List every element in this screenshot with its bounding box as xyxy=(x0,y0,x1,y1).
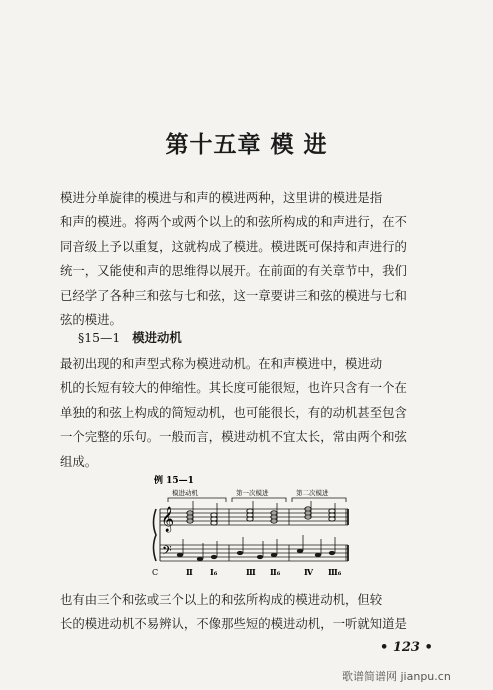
grand-staff-brace xyxy=(154,509,157,561)
music-example xyxy=(150,471,350,583)
sequence-1-bracket xyxy=(232,498,286,502)
music-score xyxy=(150,471,350,583)
motive-bracket xyxy=(168,498,226,502)
harmony-label: Ⅱ₆ xyxy=(270,567,281,577)
key-label: C xyxy=(152,568,159,577)
harmony-label: Ⅲ xyxy=(246,567,256,577)
note xyxy=(177,553,183,557)
note xyxy=(257,555,263,559)
note xyxy=(237,551,243,555)
treble-clef-icon: 𝄞 xyxy=(161,507,175,532)
motive-label: 模进动机 xyxy=(172,489,198,497)
note xyxy=(315,553,321,557)
text-line: 同音级上予以重复，这就构成了模进。模进既可保持和声进行的 xyxy=(60,238,407,254)
note xyxy=(271,553,277,557)
note xyxy=(329,551,335,555)
continuation-paragraph xyxy=(60,588,446,637)
bass-notes xyxy=(177,549,335,561)
note xyxy=(197,557,203,561)
text-line: 最初出现的和声型式称为模进动机。在和声模进中，模进动 xyxy=(60,356,383,371)
text-line: 一个完整的乐句。一般而言，模进动机不宜太长，常由两个和弦 xyxy=(60,429,407,445)
bass-staff xyxy=(160,545,348,561)
text-line: 组成。 xyxy=(60,453,98,469)
text-line: 统一，又能使和声的思维得以展开。在前面的有关章节中，我们 xyxy=(60,263,407,279)
intro-paragraph xyxy=(60,186,446,332)
example-label: 例 15—1 xyxy=(154,476,194,486)
section-title: 模进动机 xyxy=(132,330,182,345)
treble-notes xyxy=(187,507,335,525)
harmony-label: Ⅱ xyxy=(186,567,193,577)
sequence-2-bracket xyxy=(292,498,346,502)
section-number: §15—1 xyxy=(78,330,121,345)
section-paragraph xyxy=(60,352,446,474)
watermark: 歌谱简谱网 jianpu.cn xyxy=(342,670,451,683)
sequence-1-label: 第一次模进 xyxy=(236,489,269,497)
treble-stems xyxy=(193,501,335,523)
harmony-label: Ⅰ₆ xyxy=(210,567,218,577)
sequence-2-label: 第二次模进 xyxy=(296,489,329,497)
text-line: 也有由三个和弦或三个以上的和弦所构成的模进动机，但较 xyxy=(60,592,383,607)
sequence-brackets xyxy=(168,498,346,502)
text-line: 机的长短有较大的伸缩性。其长度可能很短，也许只含有一个在 xyxy=(60,380,407,396)
text-line: 模进分单旋律的模进与和声的模进两种，这里讲的模进是指 xyxy=(60,190,383,205)
note xyxy=(211,555,217,559)
text-line: 和声的模进。将两个或两个以上的和弦所构成的和声进行，在不 xyxy=(60,214,407,230)
harmony-label: Ⅳ xyxy=(304,567,314,577)
harmony-labels xyxy=(186,567,342,577)
chapter-title: 第十五章 模 进 xyxy=(165,131,328,158)
text-line: 弦的模进。 xyxy=(60,312,122,328)
note xyxy=(297,549,303,553)
text-line: 已经学了各种三和弦与七和弦，这一章要讲三和弦的模进与七和 xyxy=(60,287,407,303)
page-number: • 123 • xyxy=(380,640,433,655)
bass-clef-icon: 𝄢 xyxy=(162,543,172,561)
harmony-label: Ⅲ₆ xyxy=(328,567,342,577)
section-heading xyxy=(78,326,182,350)
text-line: 单独的和弦上构成的简短动机，也可能很长，有的动机甚至包含 xyxy=(60,404,407,420)
text-line: 长的模进动机不易辨认，不像那些短的模进动机，一听就知道是 xyxy=(60,616,407,632)
